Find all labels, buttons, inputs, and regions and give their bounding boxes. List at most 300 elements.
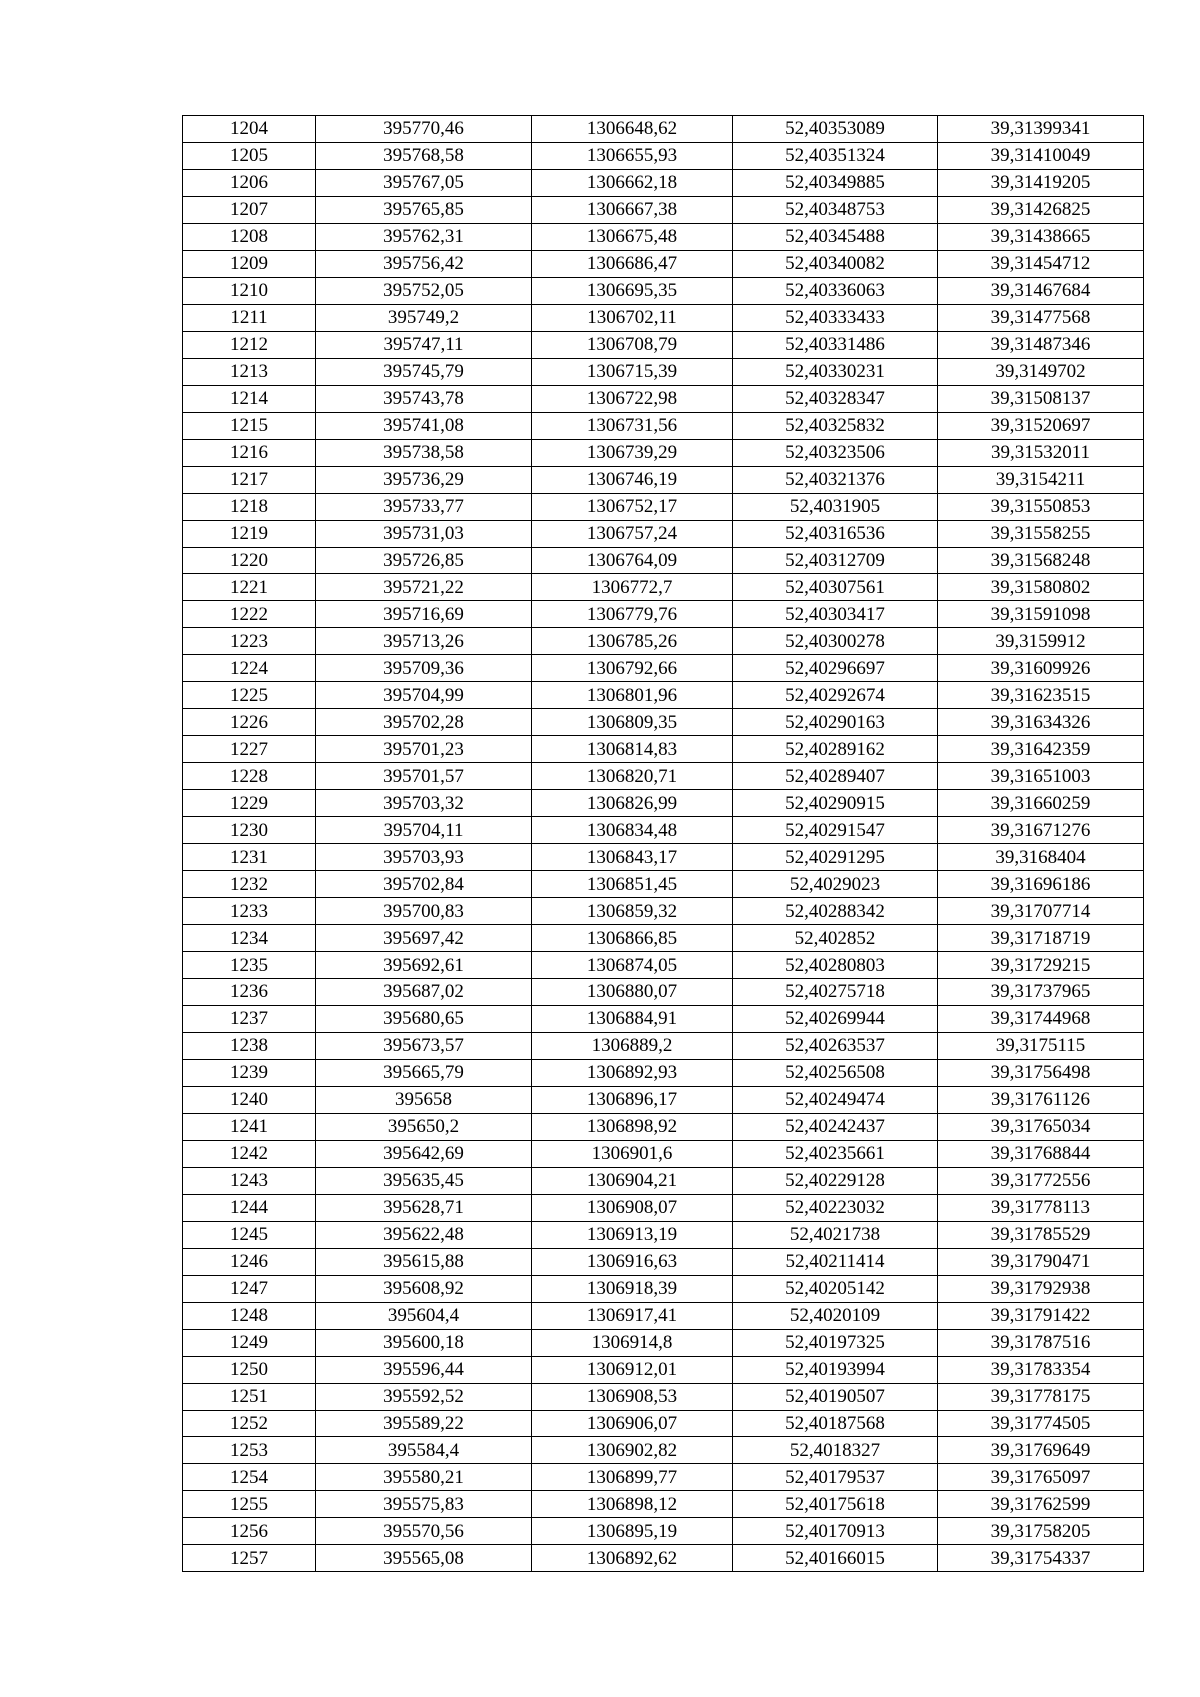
latitude-cell: 52,40312709 [733,547,938,574]
point-number-cell: 1231 [183,844,316,871]
table-row [183,1545,1144,1572]
longitude-cell: 39,31762599 [938,1491,1144,1518]
y-coordinate-cell: 1306792,66 [532,655,733,682]
table-row [183,871,1144,898]
longitude-cell: 39,31787516 [938,1329,1144,1356]
table-row [183,358,1144,385]
y-coordinate-cell: 1306715,39 [532,358,733,385]
x-coordinate-cell: 395635,45 [316,1167,532,1194]
table-row [183,817,1144,844]
latitude-cell: 52,40349885 [733,169,938,196]
y-coordinate-cell: 1306913,19 [532,1221,733,1248]
point-number-cell: 1209 [183,250,316,277]
longitude-cell: 39,31772556 [938,1167,1144,1194]
point-number-cell: 1206 [183,169,316,196]
x-coordinate-cell: 395762,31 [316,223,532,250]
longitude-cell: 39,31737965 [938,979,1144,1006]
x-coordinate-cell: 395768,58 [316,142,532,169]
point-number-cell: 1218 [183,493,316,520]
x-coordinate-cell: 395575,83 [316,1491,532,1518]
x-coordinate-cell: 395743,78 [316,385,532,412]
longitude-cell: 39,31778175 [938,1383,1144,1410]
x-coordinate-cell: 395736,29 [316,466,532,493]
x-coordinate-cell: 395716,69 [316,601,532,628]
table-row [183,466,1144,493]
point-number-cell: 1222 [183,601,316,628]
y-coordinate-cell: 1306896,17 [532,1086,733,1113]
table-row [183,277,1144,304]
latitude-cell: 52,40321376 [733,466,938,493]
x-coordinate-cell: 395604,4 [316,1302,532,1329]
x-coordinate-cell: 395701,57 [316,763,532,790]
y-coordinate-cell: 1306908,07 [532,1194,733,1221]
point-number-cell: 1211 [183,304,316,331]
point-number-cell: 1249 [183,1329,316,1356]
latitude-cell: 52,40256508 [733,1059,938,1086]
table-row [183,1221,1144,1248]
longitude-cell: 39,31550853 [938,493,1144,520]
latitude-cell: 52,40330231 [733,358,938,385]
latitude-cell: 52,40275718 [733,979,938,1006]
longitude-cell: 39,31487346 [938,331,1144,358]
longitude-cell: 39,31765034 [938,1113,1144,1140]
table-row [183,439,1144,466]
latitude-cell: 52,40303417 [733,601,938,628]
table-row [183,601,1144,628]
x-coordinate-cell: 395658 [316,1086,532,1113]
latitude-cell: 52,40292674 [733,682,938,709]
x-coordinate-cell: 395622,48 [316,1221,532,1248]
point-number-cell: 1214 [183,385,316,412]
point-number-cell: 1213 [183,358,316,385]
latitude-cell: 52,40193994 [733,1356,938,1383]
x-coordinate-cell: 395642,69 [316,1140,532,1167]
table-row [183,844,1144,871]
table-row [183,1356,1144,1383]
longitude-cell: 39,31707714 [938,898,1144,925]
table-row [183,1491,1144,1518]
y-coordinate-cell: 1306859,32 [532,898,733,925]
latitude-cell: 52,40190507 [733,1383,938,1410]
y-coordinate-cell: 1306764,09 [532,547,733,574]
y-coordinate-cell: 1306895,19 [532,1518,733,1545]
point-number-cell: 1210 [183,277,316,304]
latitude-cell: 52,40166015 [733,1545,938,1572]
y-coordinate-cell: 1306884,91 [532,1005,733,1032]
latitude-cell: 52,4031905 [733,493,938,520]
y-coordinate-cell: 1306675,48 [532,223,733,250]
table-row [183,196,1144,223]
latitude-cell: 52,40331486 [733,331,938,358]
latitude-cell: 52,40290915 [733,790,938,817]
longitude-cell: 39,31765097 [938,1464,1144,1491]
x-coordinate-cell: 395721,22 [316,574,532,601]
longitude-cell: 39,31438665 [938,223,1144,250]
x-coordinate-cell: 395687,02 [316,979,532,1006]
table-row [183,1410,1144,1437]
latitude-cell: 52,402852 [733,925,938,952]
point-number-cell: 1236 [183,979,316,1006]
point-number-cell: 1233 [183,898,316,925]
point-number-cell: 1245 [183,1221,316,1248]
latitude-cell: 52,40269944 [733,1005,938,1032]
x-coordinate-cell: 395628,71 [316,1194,532,1221]
latitude-cell: 52,40291295 [733,844,938,871]
longitude-cell: 39,31419205 [938,169,1144,196]
x-coordinate-cell: 395570,56 [316,1518,532,1545]
y-coordinate-cell: 1306898,92 [532,1113,733,1140]
point-number-cell: 1254 [183,1464,316,1491]
y-coordinate-cell: 1306731,56 [532,412,733,439]
latitude-cell: 52,40280803 [733,952,938,979]
y-coordinate-cell: 1306889,2 [532,1032,733,1059]
table-row [183,574,1144,601]
longitude-cell: 39,31790471 [938,1248,1144,1275]
table-row [183,304,1144,331]
y-coordinate-cell: 1306843,17 [532,844,733,871]
latitude-cell: 52,40290163 [733,709,938,736]
x-coordinate-cell: 395749,2 [316,304,532,331]
y-coordinate-cell: 1306752,17 [532,493,733,520]
point-number-cell: 1216 [183,439,316,466]
longitude-cell: 39,31761126 [938,1086,1144,1113]
x-coordinate-cell: 395703,93 [316,844,532,871]
point-number-cell: 1257 [183,1545,316,1572]
x-coordinate-cell: 395704,99 [316,682,532,709]
table-row [183,1059,1144,1086]
y-coordinate-cell: 1306662,18 [532,169,733,196]
point-number-cell: 1215 [183,412,316,439]
point-number-cell: 1244 [183,1194,316,1221]
y-coordinate-cell: 1306912,01 [532,1356,733,1383]
table-row [183,1302,1144,1329]
table-row [183,898,1144,925]
longitude-cell: 39,31778113 [938,1194,1144,1221]
longitude-cell: 39,31718719 [938,925,1144,952]
x-coordinate-cell: 395589,22 [316,1410,532,1437]
y-coordinate-cell: 1306851,45 [532,871,733,898]
x-coordinate-cell: 395704,11 [316,817,532,844]
point-number-cell: 1224 [183,655,316,682]
point-number-cell: 1225 [183,682,316,709]
y-coordinate-cell: 1306772,7 [532,574,733,601]
longitude-cell: 39,31520697 [938,412,1144,439]
table-row [183,655,1144,682]
longitude-cell: 39,31558255 [938,520,1144,547]
longitude-cell: 39,31744968 [938,1005,1144,1032]
table-row [183,385,1144,412]
table-row [183,1518,1144,1545]
latitude-cell: 52,40288342 [733,898,938,925]
y-coordinate-cell: 1306785,26 [532,628,733,655]
point-number-cell: 1221 [183,574,316,601]
y-coordinate-cell: 1306814,83 [532,736,733,763]
longitude-cell: 39,31671276 [938,817,1144,844]
point-number-cell: 1230 [183,817,316,844]
x-coordinate-cell: 395600,18 [316,1329,532,1356]
longitude-cell: 39,31660259 [938,790,1144,817]
table-row [183,1437,1144,1464]
longitude-cell: 39,31769649 [938,1437,1144,1464]
table-row [183,1383,1144,1410]
point-number-cell: 1255 [183,1491,316,1518]
longitude-cell: 39,31758205 [938,1518,1144,1545]
table-row [183,1086,1144,1113]
x-coordinate-cell: 395703,32 [316,790,532,817]
latitude-cell: 52,40316536 [733,520,938,547]
point-number-cell: 1207 [183,196,316,223]
y-coordinate-cell: 1306648,62 [532,116,733,143]
table-row [183,520,1144,547]
x-coordinate-cell: 395700,83 [316,898,532,925]
x-coordinate-cell: 395709,36 [316,655,532,682]
x-coordinate-cell: 395702,28 [316,709,532,736]
longitude-cell: 39,3154211 [938,466,1144,493]
x-coordinate-cell: 395765,85 [316,196,532,223]
latitude-cell: 52,40223032 [733,1194,938,1221]
longitude-cell: 39,3149702 [938,358,1144,385]
x-coordinate-cell: 395726,85 [316,547,532,574]
table-row [183,1329,1144,1356]
y-coordinate-cell: 1306746,19 [532,466,733,493]
longitude-cell: 39,31591098 [938,601,1144,628]
y-coordinate-cell: 1306901,6 [532,1140,733,1167]
longitude-cell: 39,31783354 [938,1356,1144,1383]
y-coordinate-cell: 1306902,82 [532,1437,733,1464]
y-coordinate-cell: 1306708,79 [532,331,733,358]
longitude-cell: 39,3175115 [938,1032,1144,1059]
table-row [183,763,1144,790]
x-coordinate-cell: 395608,92 [316,1275,532,1302]
x-coordinate-cell: 395692,61 [316,952,532,979]
longitude-cell: 39,31774505 [938,1410,1144,1437]
latitude-cell: 52,40296697 [733,655,938,682]
y-coordinate-cell: 1306880,07 [532,979,733,1006]
latitude-cell: 52,4029023 [733,871,938,898]
y-coordinate-cell: 1306702,11 [532,304,733,331]
table-row [183,709,1144,736]
latitude-cell: 52,40205142 [733,1275,938,1302]
latitude-cell: 52,40333433 [733,304,938,331]
latitude-cell: 52,40323506 [733,439,938,466]
y-coordinate-cell: 1306916,63 [532,1248,733,1275]
point-number-cell: 1250 [183,1356,316,1383]
y-coordinate-cell: 1306667,38 [532,196,733,223]
y-coordinate-cell: 1306899,77 [532,1464,733,1491]
point-number-cell: 1232 [183,871,316,898]
table-row [183,547,1144,574]
latitude-cell: 52,4020109 [733,1302,938,1329]
x-coordinate-cell: 395592,52 [316,1383,532,1410]
x-coordinate-cell: 395565,08 [316,1545,532,1572]
longitude-cell: 39,31754337 [938,1545,1144,1572]
latitude-cell: 52,40340082 [733,250,938,277]
table-row [183,1032,1144,1059]
latitude-cell: 52,40235661 [733,1140,938,1167]
longitude-cell: 39,3159912 [938,628,1144,655]
longitude-cell: 39,31568248 [938,547,1144,574]
longitude-cell: 39,31634326 [938,709,1144,736]
y-coordinate-cell: 1306809,35 [532,709,733,736]
y-coordinate-cell: 1306892,62 [532,1545,733,1572]
x-coordinate-cell: 395747,11 [316,331,532,358]
latitude-cell: 52,40291547 [733,817,938,844]
longitude-cell: 39,31426825 [938,196,1144,223]
longitude-cell: 39,3168404 [938,844,1144,871]
latitude-cell: 52,40328347 [733,385,938,412]
y-coordinate-cell: 1306686,47 [532,250,733,277]
x-coordinate-cell: 395741,08 [316,412,532,439]
longitude-cell: 39,31410049 [938,142,1144,169]
table-row [183,331,1144,358]
point-number-cell: 1256 [183,1518,316,1545]
table-row [183,223,1144,250]
longitude-cell: 39,31580802 [938,574,1144,601]
table-row [183,1275,1144,1302]
x-coordinate-cell: 395731,03 [316,520,532,547]
point-number-cell: 1234 [183,925,316,952]
table-row [183,1464,1144,1491]
point-number-cell: 1241 [183,1113,316,1140]
table-row [183,412,1144,439]
x-coordinate-cell: 395650,2 [316,1113,532,1140]
x-coordinate-cell: 395770,46 [316,116,532,143]
latitude-cell: 52,40289162 [733,736,938,763]
x-coordinate-cell: 395697,42 [316,925,532,952]
x-coordinate-cell: 395596,44 [316,1356,532,1383]
point-number-cell: 1243 [183,1167,316,1194]
longitude-cell: 39,31696186 [938,871,1144,898]
x-coordinate-cell: 395673,57 [316,1032,532,1059]
x-coordinate-cell: 395665,79 [316,1059,532,1086]
latitude-cell: 52,40263537 [733,1032,938,1059]
y-coordinate-cell: 1306757,24 [532,520,733,547]
x-coordinate-cell: 395738,58 [316,439,532,466]
point-number-cell: 1229 [183,790,316,817]
point-number-cell: 1228 [183,763,316,790]
latitude-cell: 52,40229128 [733,1167,938,1194]
x-coordinate-cell: 395745,79 [316,358,532,385]
point-number-cell: 1219 [183,520,316,547]
latitude-cell: 52,40179537 [733,1464,938,1491]
coordinates-table [182,115,1144,1572]
y-coordinate-cell: 1306906,07 [532,1410,733,1437]
longitude-cell: 39,31609926 [938,655,1144,682]
point-number-cell: 1238 [183,1032,316,1059]
table-row [183,142,1144,169]
point-number-cell: 1237 [183,1005,316,1032]
table-row [183,736,1144,763]
latitude-cell: 52,4021738 [733,1221,938,1248]
table-row [183,1248,1144,1275]
longitude-cell: 39,31642359 [938,736,1144,763]
x-coordinate-cell: 395615,88 [316,1248,532,1275]
point-number-cell: 1253 [183,1437,316,1464]
longitude-cell: 39,31467684 [938,277,1144,304]
latitude-cell: 52,40336063 [733,277,938,304]
longitude-cell: 39,31785529 [938,1221,1144,1248]
point-number-cell: 1247 [183,1275,316,1302]
point-number-cell: 1246 [183,1248,316,1275]
longitude-cell: 39,31756498 [938,1059,1144,1086]
x-coordinate-cell: 395701,23 [316,736,532,763]
latitude-cell: 52,40249474 [733,1086,938,1113]
table-row [183,682,1144,709]
longitude-cell: 39,31477568 [938,304,1144,331]
longitude-cell: 39,31791422 [938,1302,1144,1329]
point-number-cell: 1208 [183,223,316,250]
y-coordinate-cell: 1306834,48 [532,817,733,844]
longitude-cell: 39,31651003 [938,763,1144,790]
table-row [183,169,1144,196]
latitude-cell: 52,40211414 [733,1248,938,1275]
latitude-cell: 52,40345488 [733,223,938,250]
y-coordinate-cell: 1306908,53 [532,1383,733,1410]
latitude-cell: 52,40307561 [733,574,938,601]
table-row [183,1167,1144,1194]
y-coordinate-cell: 1306918,39 [532,1275,733,1302]
y-coordinate-cell: 1306695,35 [532,277,733,304]
y-coordinate-cell: 1306826,99 [532,790,733,817]
table-row [183,628,1144,655]
table-row [183,1140,1144,1167]
longitude-cell: 39,31768844 [938,1140,1144,1167]
point-number-cell: 1242 [183,1140,316,1167]
latitude-cell: 52,40197325 [733,1329,938,1356]
y-coordinate-cell: 1306779,76 [532,601,733,628]
longitude-cell: 39,31399341 [938,116,1144,143]
point-number-cell: 1240 [183,1086,316,1113]
y-coordinate-cell: 1306820,71 [532,763,733,790]
y-coordinate-cell: 1306898,12 [532,1491,733,1518]
y-coordinate-cell: 1306904,21 [532,1167,733,1194]
longitude-cell: 39,31729215 [938,952,1144,979]
point-number-cell: 1212 [183,331,316,358]
table-row [183,1113,1144,1140]
point-number-cell: 1251 [183,1383,316,1410]
latitude-cell: 52,40242437 [733,1113,938,1140]
point-number-cell: 1205 [183,142,316,169]
longitude-cell: 39,31623515 [938,682,1144,709]
latitude-cell: 52,40353089 [733,116,938,143]
table-row [183,1194,1144,1221]
y-coordinate-cell: 1306917,41 [532,1302,733,1329]
x-coordinate-cell: 395580,21 [316,1464,532,1491]
point-number-cell: 1227 [183,736,316,763]
latitude-cell: 52,40289407 [733,763,938,790]
longitude-cell: 39,31454712 [938,250,1144,277]
coordinates-table-body [183,116,1144,1572]
point-number-cell: 1248 [183,1302,316,1329]
point-number-cell: 1252 [183,1410,316,1437]
point-number-cell: 1217 [183,466,316,493]
x-coordinate-cell: 395713,26 [316,628,532,655]
x-coordinate-cell: 395756,42 [316,250,532,277]
latitude-cell: 52,4018327 [733,1437,938,1464]
table-row [183,979,1144,1006]
latitude-cell: 52,40325832 [733,412,938,439]
latitude-cell: 52,40348753 [733,196,938,223]
table-row [183,116,1144,143]
x-coordinate-cell: 395584,4 [316,1437,532,1464]
x-coordinate-cell: 395680,65 [316,1005,532,1032]
table-row [183,790,1144,817]
y-coordinate-cell: 1306866,85 [532,925,733,952]
y-coordinate-cell: 1306892,93 [532,1059,733,1086]
latitude-cell: 52,40175618 [733,1491,938,1518]
point-number-cell: 1239 [183,1059,316,1086]
latitude-cell: 52,40187568 [733,1410,938,1437]
